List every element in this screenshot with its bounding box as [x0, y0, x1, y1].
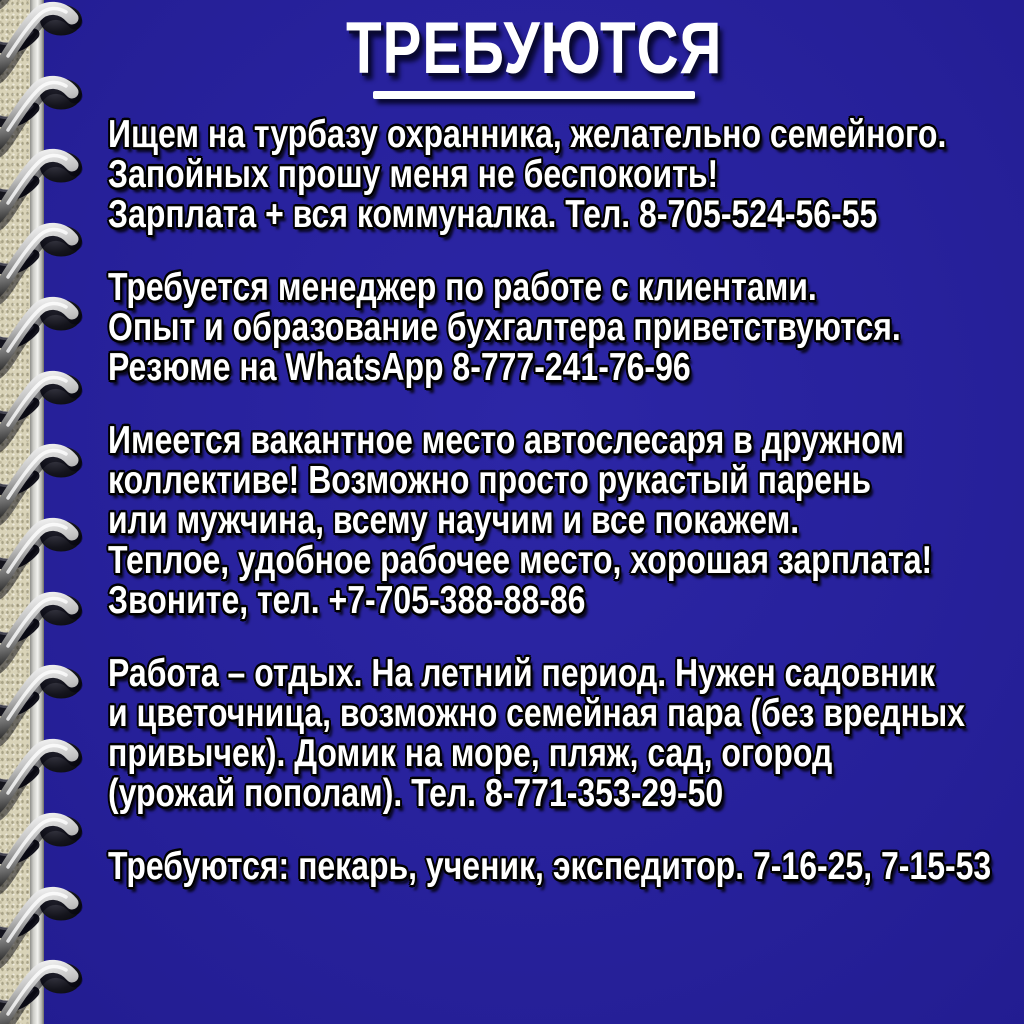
ad-line: Опыт и образование бухгалтера приветствуются.: [108, 306, 901, 349]
spiral-binding-icon: [0, 0, 120, 1024]
ad-item-gardener: [108, 654, 1024, 814]
ad-line: или мужчина, всему научим и все покажем.: [108, 499, 800, 542]
ad-item-auto-mechanic: [108, 421, 1024, 621]
ad-line: привычек). Домик на море, пляж, сад, огород: [108, 732, 833, 775]
page-title: ТРЕБУЮТСЯ: [345, 8, 723, 89]
ad-line: (урожай пополам). Тел. 8-771-353-29-50: [108, 772, 724, 815]
ads-content: [44, 0, 1024, 920]
ad-item-baker: [108, 847, 1024, 887]
ad-item-manager: [108, 268, 1024, 388]
ad-line: Резюме на WhatsApp 8-777-241-76-96: [108, 346, 691, 389]
ad-line: Звоните, тел. +7-705-388-88-86: [108, 579, 586, 622]
ad-line: Требуется менеджер по работе с клиентами.: [108, 266, 817, 309]
ad-line: Требуются: пекарь, ученик, экспедитор. 7-16-25, 7-15-53: [108, 845, 992, 888]
title-block: [44, 8, 1024, 99]
ad-line: Зарплата + вся коммуналка. Тел. 8-705-524-56-55: [108, 193, 878, 236]
ad-line: Работа – отдых. На летний период. Нужен садовник: [108, 652, 935, 695]
ad-line: Теплое, удобное рабочее место, хорошая зарплата!: [108, 539, 933, 582]
ad-line: Имеется вакантное место автослесаря в дружном: [108, 419, 905, 462]
title-underline: [373, 91, 695, 99]
ad-line: Ищем на турбазу охранника, желательно семейного.: [108, 113, 947, 156]
ad-line: коллективе! Возможно просто рукастый парень: [108, 459, 872, 502]
ads-list: [44, 99, 1024, 887]
ad-line: Запойных прошу меня не беспокоить!: [108, 153, 719, 196]
ad-line: и цветочница, возможно семейная пара (без вредных: [108, 692, 966, 735]
ad-item-security-guard: [108, 115, 1024, 235]
